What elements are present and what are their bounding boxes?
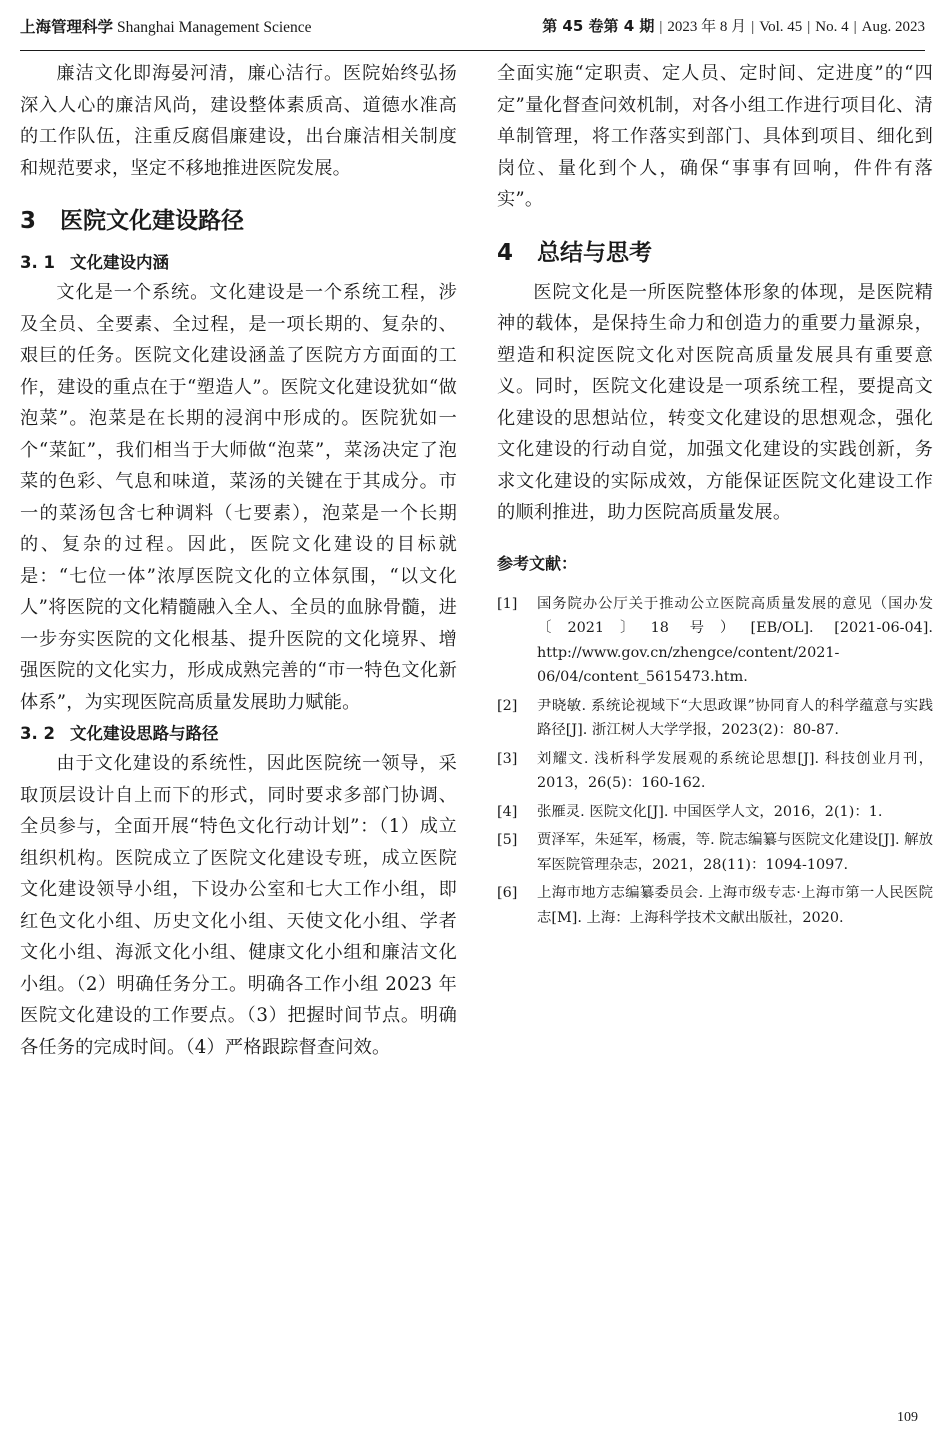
reference-item	[497, 694, 933, 743]
continued-paragraph: 全面实施“定职责、定人员、定时间、定进度”的“四定”量化督查问效机制，对各小组工作进行项目化、清单制管理，将工作落实到部门、具体到项目、细化到岗位、量化到个人，确保“事事有回响，件件有落实”。	[497, 63, 933, 210]
reference-text: 张雁灵. 医院文化[J]. 中国医学人文，2016，2(1)：1.	[537, 803, 883, 820]
reference-number: [1]	[497, 595, 518, 612]
issue-cn: 第 45 卷第 4 期	[542, 17, 655, 35]
intro-paragraph: 廉洁文化即海晏河清，廉心洁行。医院始终弘扬深入人心的廉洁风尚，建设整体素质高、道德水准高的工作队伍，注重反腐倡廉建设，出台廉洁相关制度和规范要求，坚定不移地推进医院发展。	[20, 63, 457, 179]
date-en: Aug. 2023	[861, 19, 925, 35]
issue-info	[542, 15, 925, 36]
subsection-number: 3. 1	[20, 253, 55, 272]
section-number: 3	[20, 208, 37, 234]
reference-item	[497, 881, 933, 930]
reference-number: [5]	[497, 832, 518, 848]
reference-number: [2]	[497, 697, 518, 714]
reference-text: 刘耀文. 浅析科学发展观的系统论思想[J]. 科技创业月刊，2013，26(5)：160-162.	[537, 750, 933, 791]
section-3-heading	[20, 202, 457, 235]
reference-text: 尹晓敏. 系统论视域下“大思政课”协同育人的科学蕴意与实践路径[J]. 浙江树人大学学报，2023(2)：80-87.	[537, 697, 933, 738]
section-4-heading	[497, 234, 933, 267]
subsection-title: 文化建设内涵	[70, 253, 169, 272]
journal-name-en: Shanghai Management Science	[117, 19, 312, 36]
running-header	[20, 0, 925, 51]
volume: Vol. 45	[759, 19, 803, 35]
date-cn: 2023 年 8 月	[667, 19, 747, 35]
journal-title	[20, 15, 312, 37]
subsection-3-2-paragraph: 由于文化建设的系统性，因此医院统一领导，采取顶层设计自上而下的形式，同时要求多部门协调、全员参与，全面开展“特色文化行动计划”：（1）成立组织机构。医院成立了医院文化建设专班，成立医院文化建设领导小组，下设办公室和七大工作小组，即红色文化小组、历史文化小组、天使文化小组、学者文化小组、海派文化小组、健康文化小组和廉洁文化小组。（2）明确任务分工。明确各工作小组 2023 年医院文化建设的工作要点。（3）把握时间节点。明确各任务的完成时间。（4）严格跟踪督查问效。	[20, 753, 457, 1058]
section-4-paragraph: 医院文化是一所医院整体形象的体现，是医院精神的载体，是保持生命力和创造力的重要力量源泉，塑造和积淀医院文化对医院高质量发展具有重要意义。同时，医院文化建设是一项系统工程，要提高文化建设的思想站位，转变文化建设的思想观念，强化文化建设的行动自觉，加强文化建设的实践创新，务求文化建设的实际成效，方能保证医院文化建设工作的顺利推进，助力医院高质量发展。	[497, 281, 933, 523]
section-number: 4	[497, 239, 514, 266]
subsection-3-1-heading	[20, 249, 457, 277]
subsection-number: 3. 2	[20, 724, 55, 743]
separator: |	[853, 19, 857, 35]
page-number: 109	[897, 1410, 918, 1425]
section-title: 医院文化建设路径	[60, 208, 244, 234]
reference-item	[497, 828, 933, 877]
reference-list	[497, 592, 933, 931]
reference-item	[497, 800, 933, 825]
journal-name-cn: 上海管理科学	[20, 18, 114, 36]
left-column	[20, 58, 457, 1063]
reference-text: 国务院办公厅关于推动公立医院高质量发展的意见（国办发〔2021〕18 号）[EB/OL]. [2021-06-04]. http://www.gov.cn/zhengce/content/2021-06/04/content_5615473.htm.	[537, 595, 933, 685]
section-title: 总结与思考	[537, 239, 652, 266]
number: No. 4	[815, 19, 849, 35]
reference-item	[497, 592, 933, 690]
separator: |	[659, 19, 663, 35]
separator: |	[751, 19, 755, 35]
right-column	[497, 58, 933, 930]
reference-number: [4]	[497, 803, 518, 820]
reference-number: [6]	[497, 885, 518, 901]
subsection-3-2-heading	[20, 720, 457, 748]
subsection-title: 文化建设思路与路径	[70, 724, 219, 743]
reference-text: 上海市地方志编纂委员会. 上海市级专志·上海市第一人民医院志[M]. 上海：上海科学技术文献出版社，2020.	[537, 885, 933, 926]
reference-item	[497, 747, 933, 796]
separator: |	[807, 19, 811, 35]
references-title: 参考文献：	[497, 553, 578, 573]
reference-text: 贾泽军，朱延军，杨震，等. 院志编纂与医院文化建设[J]. 解放军医院管理杂志，2021，28(11)：1094-1097.	[537, 832, 933, 873]
reference-number: [3]	[497, 750, 518, 767]
subsection-3-1-paragraph: 文化是一个系统。文化建设是一个系统工程，涉及全员、全要素、全过程，是一项长期的、复杂的、艰巨的任务。医院文化建设涵盖了医院方方面面的工作，建设的重点在于“塑造人”。医院文化建设犹如“做泡菜”。泡菜是在长期的浸润中形成的。医院犹如一个“菜缸”，我们相当于大师做“泡菜”，菜汤决定了泡菜的色彩、气息和味道，菜汤的关键在于其成分。市一的菜汤包含七种调料（七要素），泡菜是一个长期的、复杂的过程。因此，医院文化建设的目标就是：“七位一体”浓厚医院文化的立体氛围，“以文化人”将医院的文化精髓融入全人、全员的血脉骨髓，进一步夯实医院的文化根基、提升医院的文化境界、增强医院的文化实力，形成成熟完善的“市一特色文化新体系”，为实现医院高质量发展助力赋能。	[20, 282, 457, 713]
